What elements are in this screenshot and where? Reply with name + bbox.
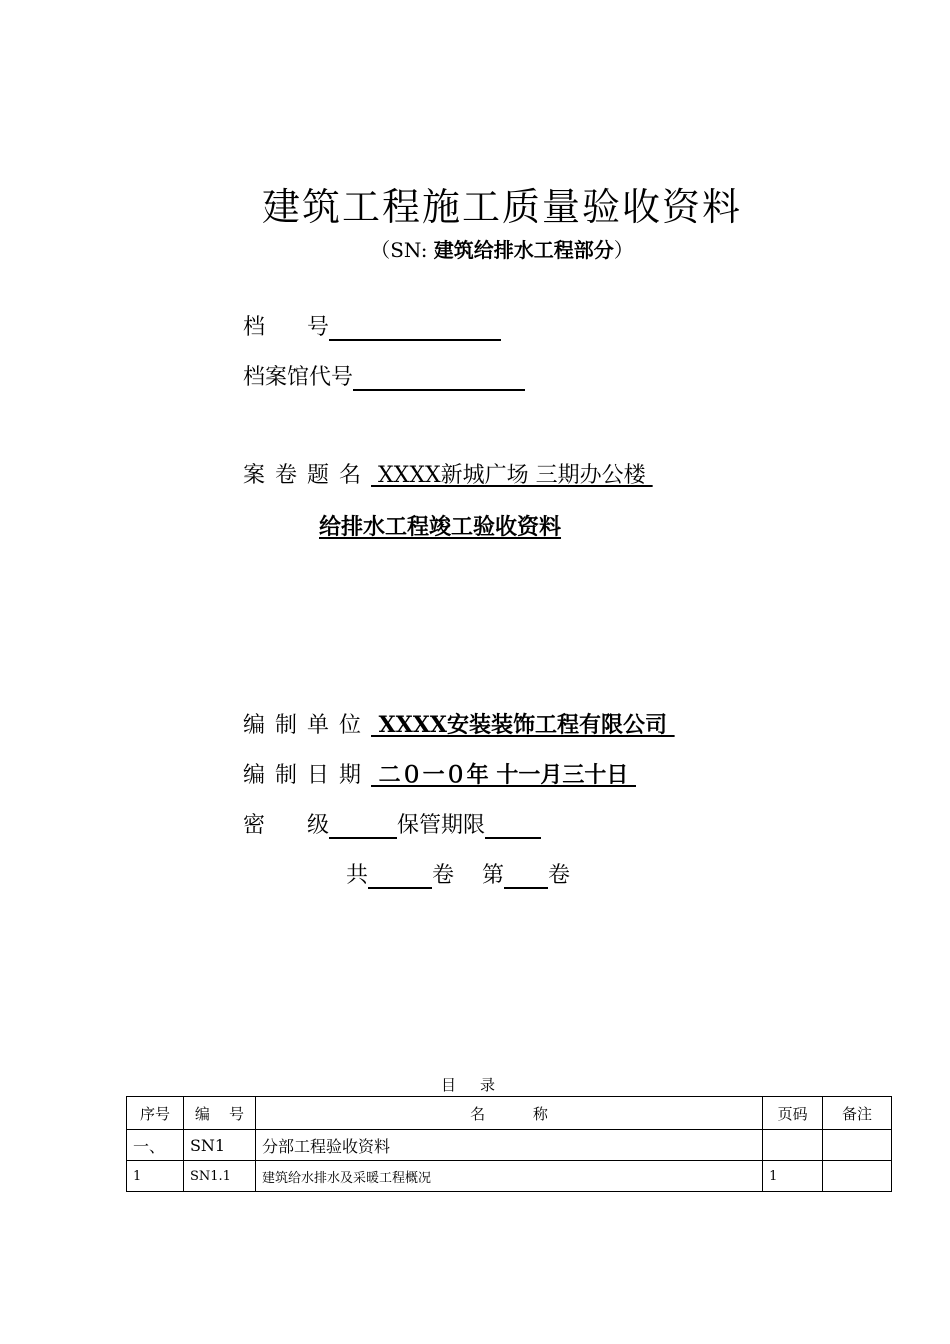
toc-cell-page: 1	[763, 1161, 823, 1192]
toc-col-page: 页码	[763, 1097, 823, 1130]
subtitle-section: 建筑给排水工程部分	[433, 238, 614, 262]
volume-index-label: 卷 第	[432, 863, 504, 888]
toc-col-note: 备注	[823, 1097, 892, 1130]
volume-title-row	[243, 458, 653, 489]
table-row	[127, 1161, 892, 1192]
table-row	[127, 1130, 892, 1161]
compiler-value: XXXX安装装饰工程有限公司	[371, 712, 675, 738]
archive-number-label: 档 号	[243, 315, 329, 340]
archive-code-label: 档案馆代号	[243, 365, 354, 390]
date-row	[243, 758, 709, 789]
compiler-label: 编制单位	[243, 713, 372, 738]
date-value: 二０一０年 十一月三十日	[371, 762, 636, 788]
volume-suffix: 卷	[548, 863, 571, 888]
toc-cell-note	[823, 1130, 892, 1161]
volume-title-label: 案卷题名	[243, 463, 372, 488]
secrecy-blank	[329, 809, 397, 839]
secrecy-row	[243, 808, 541, 839]
subtitle-suffix: ）	[613, 238, 634, 262]
toc-cell-seq: 一、	[127, 1130, 184, 1161]
toc-cell-name: 建筑给水排水及采暖工程概况	[255, 1161, 762, 1192]
subtitle-prefix: （SN:	[370, 238, 434, 262]
toc-cell-name: 分部工程验收资料	[255, 1130, 762, 1161]
total-volumes-prefix: 共	[346, 863, 369, 888]
volume-title-line2: 给排水工程竣工验收资料	[319, 514, 562, 540]
toc-cell-code: SN1.1	[183, 1161, 255, 1192]
archive-number-blank	[329, 311, 501, 341]
toc-heading: 目录	[440, 1076, 519, 1094]
toc-col-name: 名 称	[255, 1097, 762, 1130]
toc-header-row	[127, 1097, 892, 1130]
compiler-row	[243, 708, 675, 739]
toc-col-seq: 序号	[127, 1097, 184, 1130]
toc-cell-note	[823, 1161, 892, 1192]
total-volumes-blank	[368, 859, 432, 889]
document-title: 建筑工程施工质量验收资料	[261, 185, 742, 229]
toc-cell-seq: 1	[127, 1161, 184, 1192]
archive-code-row	[243, 360, 525, 391]
secrecy-label: 密 级	[243, 813, 329, 838]
toc-cell-page	[763, 1130, 823, 1161]
volume-count-row	[346, 858, 570, 889]
volume-index-blank	[504, 859, 548, 889]
volume-title-line1: XXXX新城广场 三期办公楼	[371, 463, 653, 488]
document-subtitle	[0, 234, 950, 263]
archive-number-row	[243, 310, 501, 341]
archive-code-blank	[353, 361, 525, 391]
toc-col-code: 编 号	[183, 1097, 255, 1130]
date-label: 编制日期	[243, 763, 372, 788]
retention-label: 保管期限	[396, 813, 485, 838]
volume-title-line2-row	[305, 510, 644, 541]
toc-table	[126, 1096, 892, 1192]
toc-cell-code: SN1	[183, 1130, 255, 1161]
retention-blank	[485, 809, 541, 839]
